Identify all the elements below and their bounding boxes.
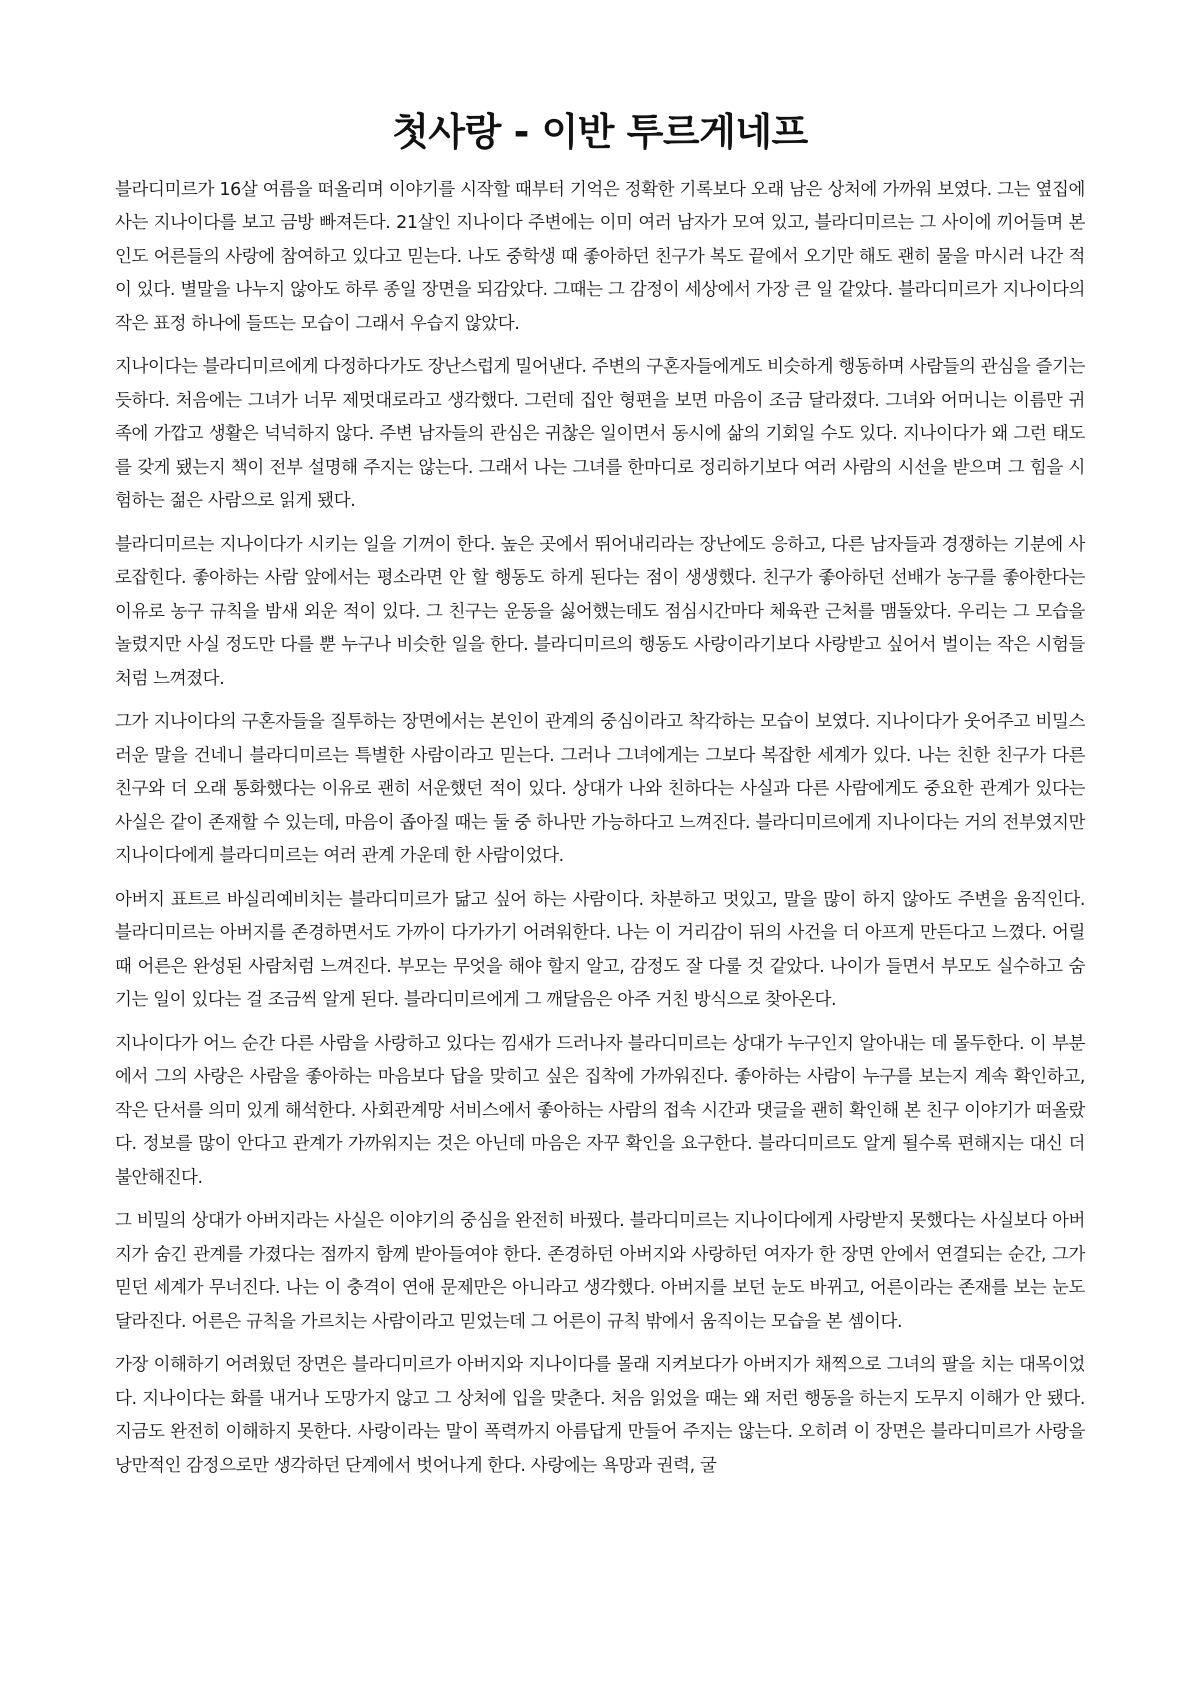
paragraph: 그가 지나이다의 구혼자들을 질투하는 장면에서는 본인이 관계의 중심이라고 착각하는 모습이 보였다. 지나이다가 웃어주고 비밀스러운 말을 건네니 블라디미르는 특별한 사람이라고 믿는다. 그러나 그녀에게는 그보다 복잡한 세계가 있다. 나는 친한 친구가 다른 친구와 더 오래 통화했다는 이유로 괜히 서운했던 적이 있다. 상대가 나와 친하다는 사실과 다른 사람에게도 중요한 관계가 있다는 사실은 같이 존재할 수 있는데, 마음이 좁아질 때는 둘 중 하나만 가능하다고 느껴진다. 블라디미르에게 지나이다는 거의 전부였지만 지나이다에게 블라디미르는 여러 관계 가운데 한 사람이었다. — [115, 712, 1085, 867]
document-title: 첫사랑 - 이반 투르게네프 — [392, 110, 808, 154]
paragraph: 아버지 표트르 바실리예비치는 블라디미르가 닮고 싶어 하는 사람이다. 차분하고 멋있고, 말을 많이 하지 않아도 주변을 움직인다. 블라디미르는 아버지를 존경하면서도 가까이 다가가기 어려워한다. 나는 이 거리감이 뒤의 사건을 더 아프게 만든다고 느꼈다. 어릴 때 어른은 완성된 사람처럼 느껴진다. 부모는 무엇을 해야 할지 알고, 감정도 잘 다룰 것 같았다. 나이가 들면서 부모도 실수하고 숨기는 일이 있다는 걸 조금씩 알게 된다. 블라디미르에게 그 깨달음은 아주 거친 방식으로 찾아온다. — [115, 889, 1085, 1011]
document-page — [115, 110, 1085, 1493]
paragraph: 지나이다가 어느 순간 다른 사람을 사랑하고 있다는 낌새가 드러나자 블라디미르는 상대가 누구인지 알아내는 데 몰두한다. 이 부분에서 그의 사랑은 사람을 좋아하는 마음보다 답을 맞히고 싶은 집착에 가까워진다. 좋아하는 사람이 누구를 보는지 계속 확인하고, 작은 단서를 의미 있게 해석한다. 사회관계망 서비스에서 좋아하는 사람의 접속 시간과 댓글을 괜히 확인해 본 친구 이야기가 떠올랐다. 정보를 많이 안다고 관계가 가까워지는 것은 아닌데 마음은 자꾸 확인을 요구한다. 블라디미르도 알게 될수록 편해지는 대신 더 불안해진다. — [115, 1033, 1085, 1188]
paragraph: 그 비밀의 상대가 아버지라는 사실은 이야기의 중심을 완전히 바꿨다. 블라디미르는 지나이다에게 사랑받지 못했다는 사실보다 아버지가 숨긴 관계를 가졌다는 점까지 함께 받아들여야 한다. 존경하던 아버지와 사랑하던 여자가 한 장면 안에서 연결되는 순간, 그가 믿던 세계가 무너진다. 나는 이 충격이 연애 문제만은 아니라고 생각했다. 아버지를 보던 눈도 바뀌고, 어른이라는 존재를 보는 눈도 달라진다. 어른은 규칙을 가르치는 사람이라고 믿었는데 그 어른이 규칙 밖에서 움직이는 모습을 본 셈이다. — [115, 1211, 1085, 1332]
paragraph: 블라디미르가 16살 여름을 떠올리며 이야기를 시작할 때부터 기억은 정확한 기록보다 오래 남은 상처에 가까워 보였다. 그는 옆집에 사는 지나이다를 보고 금방 빠져든다. 21살인 지나이다 주변에는 이미 여러 남자가 모여 있고, 블라디미르는 그 사이에 끼어들며 본인도 어른들의 사랑에 참여하고 있다고 믿는다. 나도 중학생 때 좋아하던 친구가 복도 끝에서 오기만 해도 괜히 물을 마시러 나간 적이 있다. 별말을 나누지 않아도 하루 종일 장면을 되감았다. 그때는 그 감정이 세상에서 가장 큰 일 같았다. 블라디미르가 지나이다의 작은 표정 하나에 들뜨는 모습이 그래서 우습지 않았다. — [115, 179, 1085, 334]
paragraph: 가장 이해하기 어려웠던 장면은 블라디미르가 아버지와 지나이다를 몰래 지켜보다가 아버지가 채찍으로 그녀의 팔을 치는 대목이었다. 지나이다는 화를 내거나 도망가지 않고 그 상처에 입을 맞춘다. 처음 읽었을 때는 왜 저런 행동을 하는지 도무지 이해가 안 됐다. 지금도 완전히 이해하지 못한다. 사랑이라는 말이 폭력까지 아름답게 만들어 주지는 않는다. 오히려 이 장면은 블라디미르가 사랑을 낭만적인 감정으로만 생각하던 단계에서 벗어나게 한다. 사랑에는 욕망과 권력, 굴 — [115, 1355, 1085, 1476]
paragraph: 지나이다는 블라디미르에게 다정하다가도 장난스럽게 밀어낸다. 주변의 구혼자들에게도 비슷하게 행동하며 사람들의 관심을 즐기는 듯하다. 처음에는 그녀가 너무 제멋대로라고 생각했다. 그런데 집안 형편을 보면 마음이 조금 달라졌다. 그녀와 어머니는 이름만 귀족에 가깝고 생활은 넉넉하지 않다. 주변 남자들의 관심은 귀찮은 일이면서 동시에 삶의 기회일 수도 있다. 지나이다가 왜 그런 태도를 갖게 됐는지 책이 전부 설명해 주지는 않는다. 그래서 나는 그녀를 한마디로 정리하기보다 여러 사람의 시선을 받으며 그 힘을 시험하는 젊은 사람으로 읽게 됐다. — [115, 357, 1085, 512]
paragraph: 블라디미르는 지나이다가 시키는 일을 기꺼이 한다. 높은 곳에서 뛰어내리라는 장난에도 응하고, 다른 남자들과 경쟁하는 기분에 사로잡힌다. 좋아하는 사람 앞에서는 평소라면 안 할 행동도 하게 된다는 점이 생생했다. 친구가 좋아하던 선배가 농구를 좋아한다는 이유로 농구 규칙을 밤새 외운 적이 있다. 그 친구는 운동을 싫어했는데도 점심시간마다 체육관 근처를 맴돌았다. 우리는 그 모습을 놀렸지만 사실 정도만 다를 뿐 누구나 비슷한 일을 한다. 블라디미르의 행동도 사랑이라기보다 사랑받고 싶어서 벌이는 작은 시험들처럼 느껴졌다. — [115, 534, 1085, 689]
